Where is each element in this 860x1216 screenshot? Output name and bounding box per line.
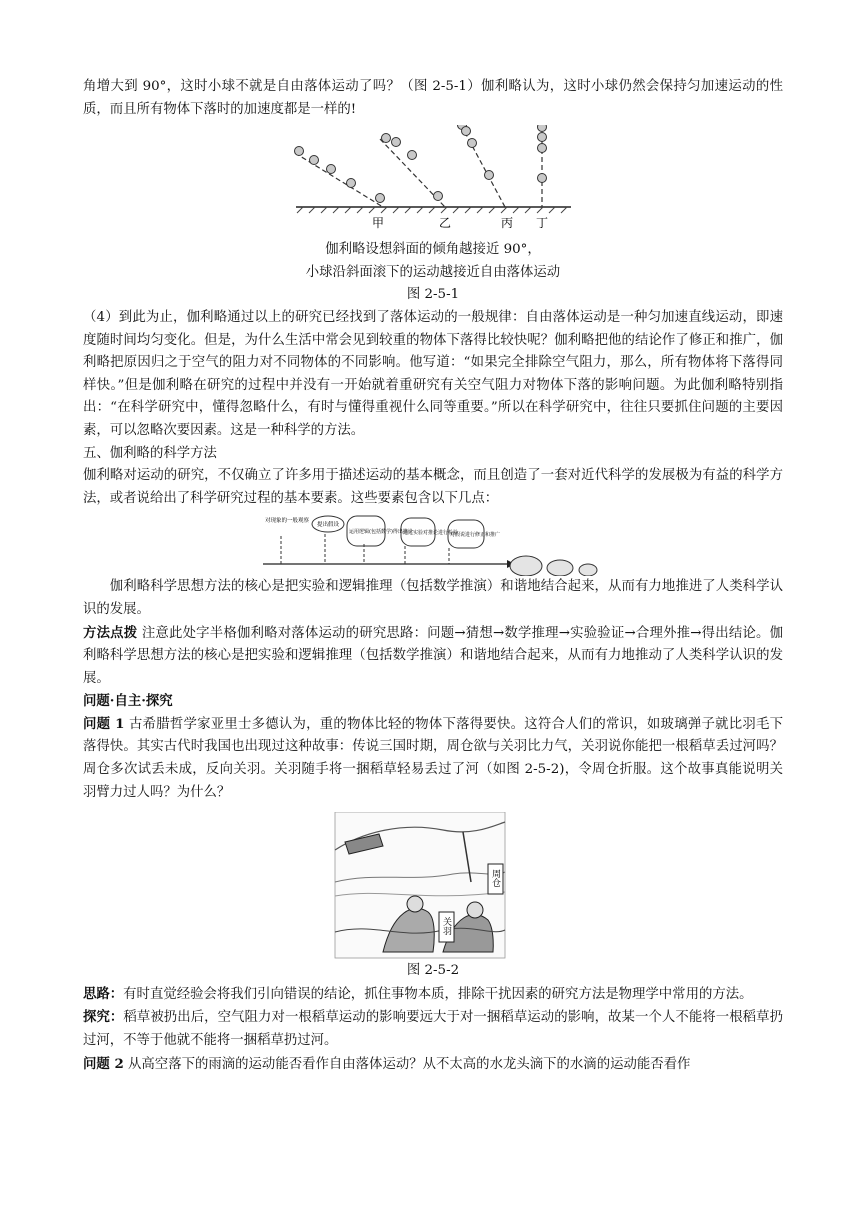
- tip-text: 注意此处字半格伽利略对落体运动的研究思路：问题→猜想→数学推理→实验验证→合理外推→得出结论。伽利略科学思想方法的核心是把实验和逻辑推理（包括数学推演）和谐地结合起来，从而有力地推动了人类科学认识的发展。: [83, 625, 783, 686]
- intro-paragraph: 角增大到 90°，这时小球不就是自由落体运动了吗？（图 2-5-1）伽利略认为，这时小球仍然会保持匀加速运动的性质，而且所有物体下落时的加速度都是一样的!: [83, 79, 783, 117]
- question-1: [83, 713, 783, 804]
- figure-2-5-1: [83, 125, 783, 237]
- thought-text: 有时直觉经验会将我们引向错误的结论，抓住事物本质，排除干扰因素的研究方法是物理学中常用的方法。: [123, 986, 753, 1002]
- q2-text: 从高空落下的雨滴的运动能否看作自由落体运动？从不太高的水龙头滴下的水滴的运动能否看作: [128, 1056, 691, 1072]
- incline-label: 丁: [535, 216, 549, 231]
- flow-step: 对假说进行修正和推广: [450, 532, 501, 539]
- incline-diagram: [83, 125, 783, 237]
- explore-label: 探究：: [83, 1009, 124, 1026]
- incline-label: 乙: [438, 216, 452, 231]
- explore-text: 稻草被扔出后，空气阻力对一根稻草运动的影响要远大于对一捆稻草运动的影响，故某一个人不能将一根稻草扔过河，不等于他就不能将一捆稻草扔过河。: [83, 1010, 783, 1049]
- figure-number: 图 2-5-1: [406, 287, 460, 303]
- method-tip: [83, 622, 783, 691]
- q1-label: 问题 1: [83, 715, 125, 732]
- figure-caption: 伽利略设想斜面的倾角越接近 90°，: [325, 242, 541, 258]
- thought-label: 思路：: [83, 985, 124, 1002]
- inquiry-heading: 问题·自主·探究: [83, 693, 173, 710]
- flow-step: 对现象的一般观察: [265, 518, 310, 525]
- q2-label: 问题 2: [83, 1055, 124, 1072]
- figure-number: 图 2-5-2: [406, 963, 460, 979]
- guanyu-tag: 关羽: [441, 917, 451, 936]
- incline-label: 甲: [371, 216, 385, 231]
- section-heading: 五、伽利略的科学方法: [83, 445, 217, 461]
- body-paragraph: （4）到此为止，伽利略通过以上的研究已经找到了落体运动的一般规律：自由落体运动是一种匀加速直线运动，即速度随时间均匀变化。但是，为什么生活中常会见到较重的物体下落得比较快呢？伽利略把他的结论作了修正和推广，伽利略把原因归之于空气的阻力对不同物体的不同影响。他写道：“如果完全排除空气阻力，那么，所有物体将下落得同样快。”但是伽利略在研究的过程中并没有一开始就着重研究有关空气阻力对物体下落的影响问题。为此伽利略特别指出：“在科学研究中，懂得忽略什么，有时与懂得重视什么同等重要。”所以在科学研究中，往往只要抓住问题的主要因素，可以忽略次要因素。这是一种科学的方法。: [83, 309, 783, 438]
- tip-label: 方法点拨: [83, 624, 138, 641]
- figure-caption: 小球沿斜面滚下的运动越接近自由落体运动: [305, 264, 561, 280]
- flow-step: 运用逻辑(包括数学)得出推论: [349, 529, 413, 536]
- body-paragraph: 伽利略科学思想方法的核心是把实验和逻辑推理（包括数学推演）和谐地结合起来，从而有力地推进了人类科学认识的发展。: [83, 579, 783, 617]
- figure-2-5-2: [83, 812, 783, 960]
- q1-text: 古希腊哲学家亚里士多德认为，重的物体比轻的物体下落得要快。这符合人们的常识，如玻璃弹子就比羽毛下落得快。其实古代时我国也出现过这种故事：传说三国时期，周仓欲与关羽比力气，关羽说你能把一根稻草丢过河吗？周仓多次试丢未成，反向关羽。关羽随手将一捆稻草轻易丢过了河（如图 2-5-2)，令周仓折服。这个故事真能说明关羽臂力过人吗？为什么？: [83, 716, 783, 800]
- incline-label: 丙: [500, 216, 514, 231]
- body-paragraph: 伽利略对运动的研究，不仅确立了许多用于描述运动的基本概念，而且创造了一套对近代科学的发展极为有益的科学方法，或者说给出了科学研究过程的基本要素。这些要素包含以下几点：: [83, 468, 783, 506]
- zhoucang-tag: 周仓: [490, 869, 500, 888]
- flow-step: 提出假设: [317, 522, 340, 529]
- document-page: [83, 76, 783, 1076]
- question-2: [83, 1053, 783, 1077]
- guanyu-zhoucang-illustration: [83, 812, 783, 960]
- method-flow-diagram: [83, 514, 783, 576]
- explore-paragraph: [83, 1006, 783, 1052]
- thought-paragraph: [83, 983, 783, 1007]
- flow-step: 通过实验对推论进行检验: [403, 530, 459, 537]
